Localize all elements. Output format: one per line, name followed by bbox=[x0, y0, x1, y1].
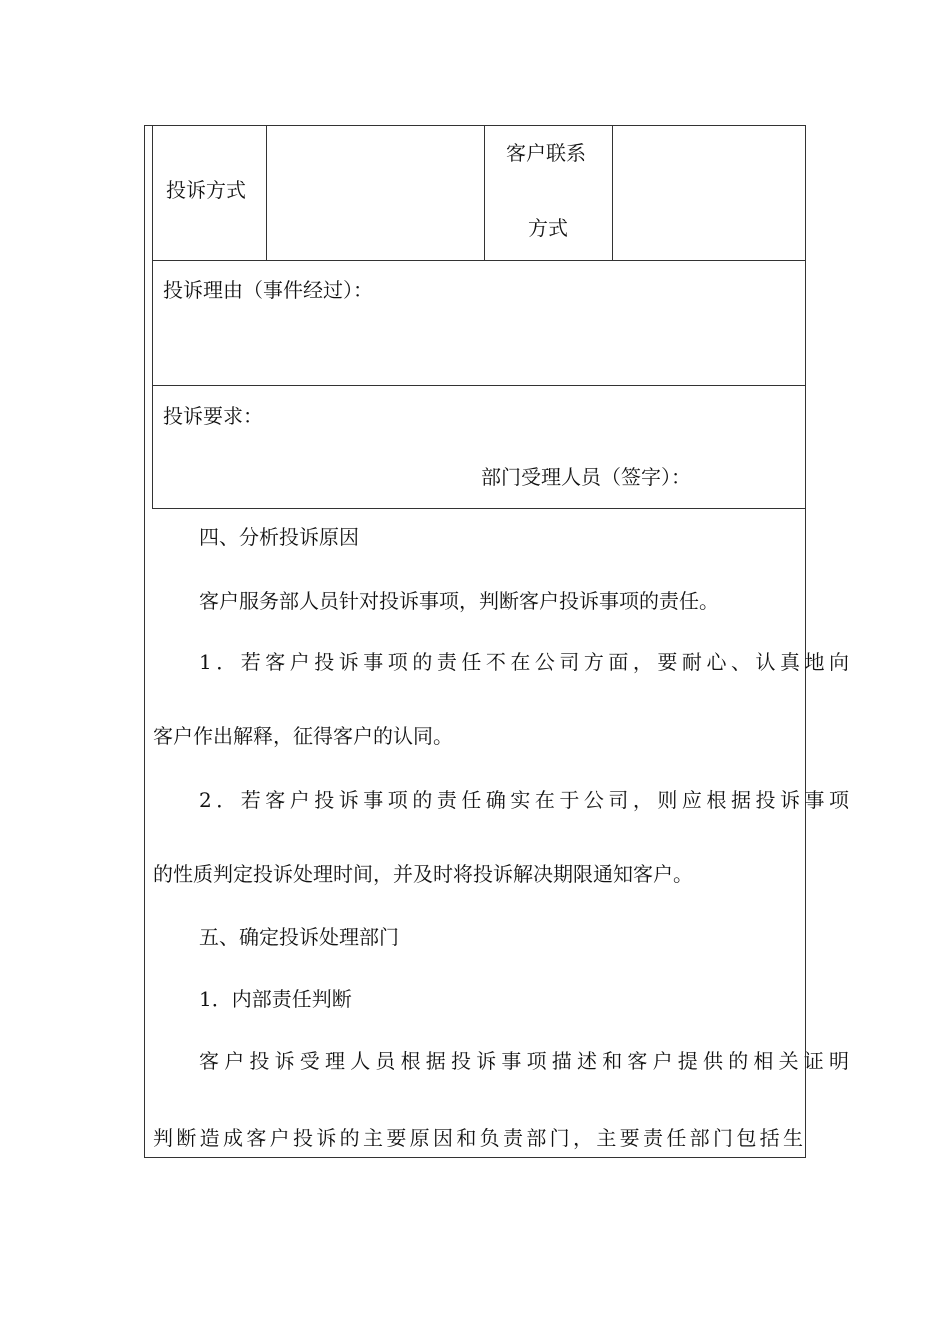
complaint-reason-label: 投诉理由（事件经过）： bbox=[163, 278, 373, 302]
form-col-divider-2 bbox=[484, 125, 485, 260]
item-1-line-2: 客户作出解释，征得客户的认同。 bbox=[153, 724, 453, 748]
form-table-left-border bbox=[152, 125, 153, 508]
complaint-method-label: 投诉方式 bbox=[166, 178, 246, 202]
form-col-divider-3 bbox=[612, 125, 613, 260]
contact-method-field[interactable] bbox=[614, 126, 804, 258]
item-2-line-1: 2．若客户投诉事项的责任确实在于公司，则应根据投诉事项 bbox=[199, 788, 849, 812]
section-4-heading: 四、分析投诉原因 bbox=[199, 525, 359, 549]
signature-label: 部门受理人员（签字）： bbox=[481, 465, 691, 489]
item-1-line-1: 1．若客户投诉事项的责任不在公司方面，要耐心、认真地向 bbox=[199, 650, 849, 674]
form-row-divider-3 bbox=[152, 508, 806, 509]
form-row-divider-2 bbox=[152, 385, 806, 386]
sub-1-line-1: 客户投诉受理人员根据投诉事项描述和客户提供的相关证明 bbox=[199, 1049, 849, 1073]
item-2-line-2: 的性质判定投诉处理时间，并及时将投诉解决期限通知客户。 bbox=[153, 862, 693, 886]
sub-1-heading: 1．内部责任判断 bbox=[199, 987, 352, 1011]
form-row-divider-1 bbox=[152, 260, 806, 261]
section-5-heading: 五、确定投诉处理部门 bbox=[199, 925, 399, 949]
contact-label-line2: 方式 bbox=[528, 216, 568, 240]
contact-label-line1: 客户联系 bbox=[506, 141, 586, 165]
form-col-divider-1 bbox=[266, 125, 267, 260]
section-4-intro: 客户服务部人员针对投诉事项，判断客户投诉事项的责任。 bbox=[199, 589, 719, 613]
complaint-requirement-label: 投诉要求： bbox=[163, 404, 263, 428]
sub-1-line-2: 判断造成客户投诉的主要原因和负责部门，主要责任部门包括生 bbox=[153, 1126, 803, 1150]
complaint-method-field[interactable] bbox=[268, 126, 482, 258]
